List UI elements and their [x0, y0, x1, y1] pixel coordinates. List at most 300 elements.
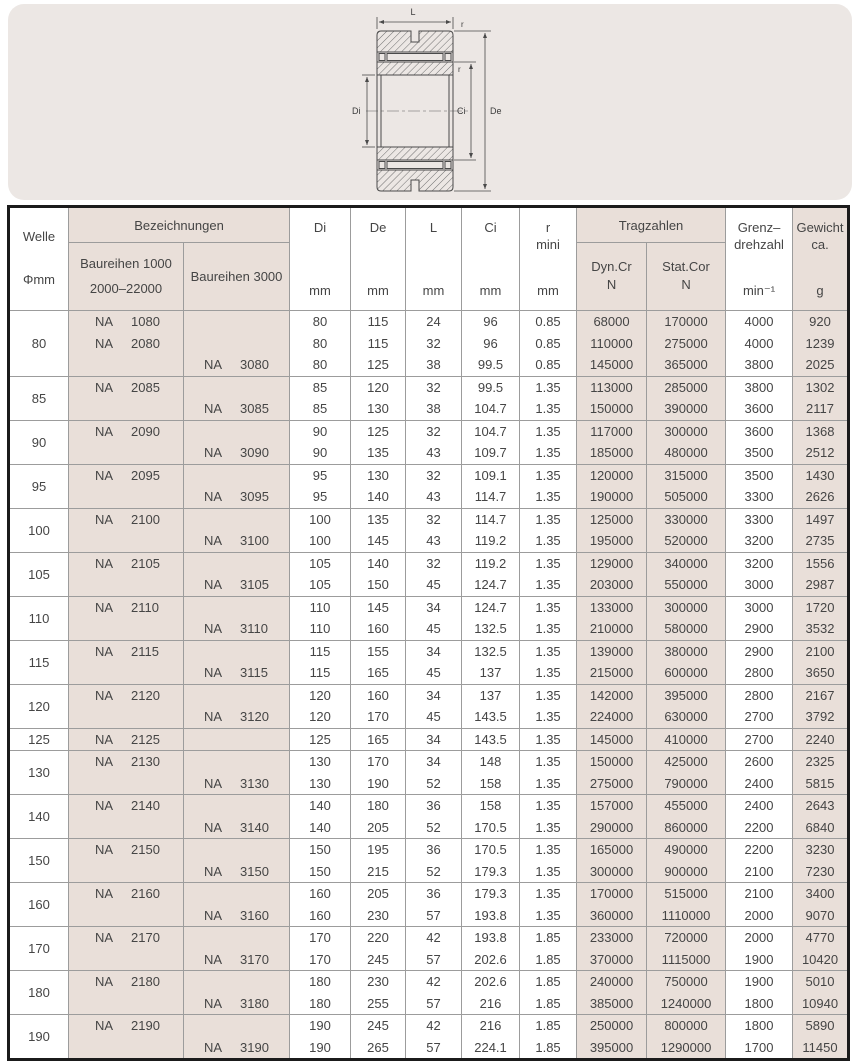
series-code: 2110 — [131, 599, 159, 615]
dyn-cr-cell: 210000 — [577, 618, 647, 640]
series-prefix: NA — [204, 401, 223, 417]
dim-label-l: L — [410, 7, 416, 17]
designation-3000-cell — [184, 971, 290, 993]
series-code: 3090 — [240, 445, 269, 461]
table-row — [9, 442, 849, 464]
designation-1000-cell — [69, 684, 184, 706]
designation-3000-cell — [184, 905, 290, 927]
series-code: 3085 — [240, 401, 269, 417]
header-baureihen-3000: Baureihen 3000 — [184, 243, 290, 311]
ci-cell: 170.5 — [462, 839, 520, 861]
dyn-cr-cell: 125000 — [577, 508, 647, 530]
designation-1000-cell — [69, 883, 184, 905]
ci-cell: 193.8 — [462, 927, 520, 949]
de-cell: 125 — [351, 354, 406, 376]
gewicht-cell: 920 — [793, 311, 849, 333]
designation-1000-cell — [69, 508, 184, 530]
header-stat-cor: Stat.Cor N — [647, 243, 726, 311]
r-mini-cell: 1.85 — [520, 1015, 577, 1037]
l-cell: 42 — [406, 1015, 462, 1037]
r-mini-cell: 1.35 — [520, 751, 577, 773]
welle-cell: 125 — [9, 728, 69, 751]
l-cell: 52 — [406, 817, 462, 839]
table-row — [9, 728, 849, 751]
stat-cor-cell: 170000 — [647, 311, 726, 333]
di-cell: 100 — [290, 508, 351, 530]
di-cell: 190 — [290, 1015, 351, 1037]
l-cell: 38 — [406, 398, 462, 420]
series-code: 2100 — [131, 511, 160, 527]
dyn-cr-cell: 129000 — [577, 552, 647, 574]
gewicht-cell: 2735 — [793, 530, 849, 552]
di-cell: 180 — [290, 971, 351, 993]
header-r-unit: mm — [537, 283, 559, 299]
designation-3000-cell — [184, 949, 290, 971]
gewicht-cell: 10940 — [793, 993, 849, 1015]
grenzdrehzahl-cell: 1900 — [726, 949, 793, 971]
de-cell: 190 — [351, 773, 406, 795]
designation-1000-cell — [69, 993, 184, 1015]
stat-cor-cell: 750000 — [647, 971, 726, 993]
header-tragzahlen: Tragzahlen — [577, 207, 726, 243]
dyn-cr-cell: 385000 — [577, 993, 647, 1015]
series-code: 3190 — [240, 1039, 269, 1055]
header-ci-unit: mm — [479, 283, 502, 299]
de-cell: 170 — [351, 751, 406, 773]
dyn-cr-cell: 395000 — [577, 1037, 647, 1060]
series-code: 2120 — [131, 687, 160, 703]
l-cell: 34 — [406, 640, 462, 662]
ci-cell: 114.7 — [462, 486, 520, 508]
gewicht-cell: 5010 — [793, 971, 849, 993]
designation-1000-cell — [69, 420, 184, 442]
series-prefix: NA — [204, 907, 223, 923]
dim-label-de: De — [490, 106, 502, 116]
de-cell: 135 — [351, 508, 406, 530]
welle-cell: 115 — [9, 640, 69, 684]
welle-cell: 100 — [9, 508, 69, 552]
r-mini-cell: 1.35 — [520, 817, 577, 839]
welle-cell: 80 — [9, 311, 69, 377]
dim-label-r-inner: r — [458, 65, 461, 74]
table-row — [9, 839, 849, 861]
series-prefix: NA — [204, 775, 223, 791]
series-prefix: NA — [204, 445, 223, 461]
designation-1000-cell — [69, 728, 184, 751]
di-cell: 160 — [290, 905, 351, 927]
stat-cor-cell: 860000 — [647, 817, 726, 839]
series-code: 2105 — [131, 555, 160, 571]
gewicht-cell: 5890 — [793, 1015, 849, 1037]
di-cell: 80 — [290, 354, 351, 376]
welle-cell: 85 — [9, 376, 69, 420]
l-cell: 38 — [406, 354, 462, 376]
designation-3000-cell — [184, 773, 290, 795]
table-row — [9, 618, 849, 640]
table-row — [9, 574, 849, 596]
series-code: 2190 — [131, 1018, 160, 1034]
series-prefix: NA — [204, 1039, 223, 1055]
l-cell: 45 — [406, 706, 462, 728]
series-code: 3080 — [240, 357, 269, 373]
l-cell: 32 — [406, 420, 462, 442]
de-cell: 165 — [351, 662, 406, 684]
r-mini-cell: 1.85 — [520, 927, 577, 949]
series-code: 1080 — [131, 314, 160, 330]
r-mini-cell: 1.85 — [520, 1037, 577, 1060]
ci-cell: 202.6 — [462, 971, 520, 993]
de-cell: 135 — [351, 442, 406, 464]
ci-cell: 109.1 — [462, 464, 520, 486]
dim-label-di: Di — [352, 106, 361, 116]
di-cell: 150 — [290, 839, 351, 861]
dim-label-r-top: r — [461, 20, 464, 29]
designation-3000-cell — [184, 574, 290, 596]
di-cell: 85 — [290, 398, 351, 420]
l-cell: 57 — [406, 993, 462, 1015]
ci-cell: 109.7 — [462, 442, 520, 464]
table-row — [9, 464, 849, 486]
stat-cor-cell: 300000 — [647, 596, 726, 618]
designation-1000-cell — [69, 486, 184, 508]
dyn-cr-cell: 110000 — [577, 333, 647, 355]
stat-cor-cell: 275000 — [647, 333, 726, 355]
l-cell: 34 — [406, 751, 462, 773]
header-welle-label: Welle — [22, 229, 56, 245]
de-cell: 145 — [351, 530, 406, 552]
grenzdrehzahl-cell: 1800 — [726, 993, 793, 1015]
de-cell: 125 — [351, 420, 406, 442]
designation-3000-cell — [184, 640, 290, 662]
r-mini-cell: 1.35 — [520, 442, 577, 464]
de-cell: 230 — [351, 971, 406, 993]
gewicht-cell: 1556 — [793, 552, 849, 574]
header-de-unit: mm — [367, 283, 389, 299]
series-prefix: NA — [204, 709, 223, 725]
table-row — [9, 817, 849, 839]
series-code: 2095 — [131, 467, 160, 483]
designation-3000-cell — [184, 530, 290, 552]
di-cell: 115 — [290, 662, 351, 684]
dyn-cr-cell: 195000 — [577, 530, 647, 552]
grenzdrehzahl-cell: 2200 — [726, 839, 793, 861]
ci-cell: 104.7 — [462, 398, 520, 420]
stat-cor-cell: 790000 — [647, 773, 726, 795]
de-cell: 255 — [351, 993, 406, 1015]
gewicht-cell: 2100 — [793, 640, 849, 662]
series-prefix: NA — [204, 489, 223, 505]
designation-1000-cell — [69, 1015, 184, 1037]
di-cell: 140 — [290, 817, 351, 839]
gewicht-cell: 3792 — [793, 706, 849, 728]
r-mini-cell: 1.35 — [520, 486, 577, 508]
series-code: 2090 — [131, 423, 160, 439]
de-cell: 115 — [351, 311, 406, 333]
dyn-cr-cell: 224000 — [577, 706, 647, 728]
designation-3000-cell — [184, 684, 290, 706]
l-cell: 43 — [406, 530, 462, 552]
designation-1000-cell — [69, 662, 184, 684]
designation-3000-cell — [184, 861, 290, 883]
series-prefix: NA — [204, 577, 223, 593]
table-row — [9, 596, 849, 618]
di-cell: 115 — [290, 640, 351, 662]
designation-3000-cell — [184, 618, 290, 640]
l-cell: 52 — [406, 773, 462, 795]
di-cell: 80 — [290, 311, 351, 333]
dyn-cr-cell: 185000 — [577, 442, 647, 464]
r-mini-cell: 1.35 — [520, 376, 577, 398]
table-row — [9, 1015, 849, 1037]
welle-cell: 90 — [9, 420, 69, 464]
r-mini-cell: 1.35 — [520, 596, 577, 618]
welle-cell: 180 — [9, 971, 69, 1015]
stat-cor-cell: 1290000 — [647, 1037, 726, 1060]
series-code: 2160 — [131, 886, 160, 902]
di-cell: 140 — [290, 795, 351, 817]
series-code: 3160 — [240, 907, 269, 923]
stat-cor-cell: 395000 — [647, 684, 726, 706]
grenzdrehzahl-cell: 3200 — [726, 530, 793, 552]
designation-1000-cell — [69, 773, 184, 795]
r-mini-cell: 1.35 — [520, 773, 577, 795]
designation-1000-cell — [69, 596, 184, 618]
series-prefix: NA — [95, 974, 114, 990]
header-baureihen-1000: Baureihen 1000 2000–22000 — [69, 243, 184, 311]
designation-3000-cell — [184, 839, 290, 861]
grenzdrehzahl-cell: 3800 — [726, 354, 793, 376]
series-prefix: NA — [95, 467, 114, 483]
grenzdrehzahl-cell: 2600 — [726, 751, 793, 773]
dyn-cr-cell: 250000 — [577, 1015, 647, 1037]
designation-1000-cell — [69, 927, 184, 949]
grenzdrehzahl-cell: 2900 — [726, 640, 793, 662]
series-prefix: NA — [95, 643, 114, 659]
de-cell: 160 — [351, 618, 406, 640]
table-row — [9, 311, 849, 333]
designation-1000-cell — [69, 354, 184, 376]
r-mini-cell: 1.35 — [520, 508, 577, 530]
de-cell: 165 — [351, 728, 406, 751]
de-cell: 155 — [351, 640, 406, 662]
header-welle — [9, 207, 69, 311]
l-cell: 32 — [406, 376, 462, 398]
ci-cell: 170.5 — [462, 817, 520, 839]
designation-3000-cell — [184, 552, 290, 574]
gewicht-cell: 11450 — [793, 1037, 849, 1060]
dyn-cr-cell: 165000 — [577, 839, 647, 861]
l-cell: 34 — [406, 596, 462, 618]
grenzdrehzahl-cell: 3500 — [726, 464, 793, 486]
ci-cell: 119.2 — [462, 530, 520, 552]
dyn-cr-cell: 142000 — [577, 684, 647, 706]
series-prefix: NA — [95, 798, 114, 814]
table-row — [9, 949, 849, 971]
table-row — [9, 662, 849, 684]
designation-3000-cell — [184, 354, 290, 376]
ci-cell: 99.5 — [462, 376, 520, 398]
gewicht-cell: 2117 — [793, 398, 849, 420]
series-prefix: NA — [95, 511, 114, 527]
de-cell: 170 — [351, 706, 406, 728]
gewicht-cell: 6840 — [793, 817, 849, 839]
de-cell: 120 — [351, 376, 406, 398]
stat-cor-cell: 800000 — [647, 1015, 726, 1037]
series-prefix: NA — [204, 951, 223, 967]
gewicht-cell: 10420 — [793, 949, 849, 971]
series-prefix: NA — [95, 335, 114, 351]
table-row — [9, 420, 849, 442]
table-row — [9, 684, 849, 706]
series-code: 3170 — [240, 951, 269, 967]
table-row — [9, 486, 849, 508]
r-mini-cell: 1.35 — [520, 728, 577, 751]
di-cell: 120 — [290, 706, 351, 728]
di-cell: 80 — [290, 333, 351, 355]
series-code: 2180 — [131, 974, 160, 990]
ci-cell: 104.7 — [462, 420, 520, 442]
designation-1000-cell — [69, 311, 184, 333]
series-code: 3180 — [240, 995, 269, 1011]
gewicht-cell: 1368 — [793, 420, 849, 442]
stat-cor-cell: 520000 — [647, 530, 726, 552]
stat-cor-cell: 505000 — [647, 486, 726, 508]
l-cell: 36 — [406, 839, 462, 861]
stat-cor-cell: 330000 — [647, 508, 726, 530]
de-cell: 245 — [351, 1015, 406, 1037]
dyn-cr-cell: 360000 — [577, 905, 647, 927]
r-mini-cell: 1.35 — [520, 684, 577, 706]
designation-1000-cell — [69, 442, 184, 464]
de-cell: 145 — [351, 596, 406, 618]
designation-1000-cell — [69, 376, 184, 398]
designation-3000-cell — [184, 751, 290, 773]
dyn-cr-cell: 203000 — [577, 574, 647, 596]
table-row — [9, 861, 849, 883]
table-row — [9, 795, 849, 817]
grenzdrehzahl-cell: 1800 — [726, 1015, 793, 1037]
dyn-cr-cell: 170000 — [577, 883, 647, 905]
di-cell: 90 — [290, 442, 351, 464]
stat-cor-cell: 340000 — [647, 552, 726, 574]
designation-3000-cell — [184, 376, 290, 398]
header-grenzdrehzahl: Grenz– drehzahl min⁻¹ — [726, 207, 793, 311]
r-mini-cell: 1.35 — [520, 795, 577, 817]
ci-cell: 124.7 — [462, 574, 520, 596]
grenzdrehzahl-cell: 3600 — [726, 398, 793, 420]
header-gewicht: Gewicht ca. g — [793, 207, 849, 311]
dyn-cr-cell: 145000 — [577, 354, 647, 376]
r-mini-cell: 1.35 — [520, 398, 577, 420]
l-cell: 32 — [406, 464, 462, 486]
series-prefix: NA — [95, 754, 114, 770]
dyn-cr-cell: 300000 — [577, 861, 647, 883]
header-welle-unit: Φmm — [22, 272, 56, 287]
di-cell: 120 — [290, 684, 351, 706]
grenzdrehzahl-cell: 2900 — [726, 618, 793, 640]
ci-cell: 96 — [462, 311, 520, 333]
table-row — [9, 927, 849, 949]
table-row — [9, 1037, 849, 1060]
l-cell: 36 — [406, 795, 462, 817]
grenzdrehzahl-cell: 2800 — [726, 684, 793, 706]
l-cell: 34 — [406, 684, 462, 706]
series-prefix: NA — [95, 423, 114, 439]
gewicht-cell: 2240 — [793, 728, 849, 751]
ci-cell: 224.1 — [462, 1037, 520, 1060]
stat-cor-cell: 410000 — [647, 728, 726, 751]
series-code: 2140 — [131, 798, 160, 814]
r-mini-cell: 1.35 — [520, 706, 577, 728]
grenzdrehzahl-cell: 3200 — [726, 552, 793, 574]
grenzdrehzahl-cell: 2000 — [726, 905, 793, 927]
series-code: 2125 — [131, 731, 160, 747]
ci-cell: 143.5 — [462, 728, 520, 751]
dyn-cr-cell: 275000 — [577, 773, 647, 795]
gewicht-cell: 1302 — [793, 376, 849, 398]
stat-cor-cell: 550000 — [647, 574, 726, 596]
welle-cell: 150 — [9, 839, 69, 883]
de-cell: 115 — [351, 333, 406, 355]
designation-3000-cell — [184, 795, 290, 817]
dyn-cr-cell: 68000 — [577, 311, 647, 333]
grenzdrehzahl-cell: 1900 — [726, 971, 793, 993]
series-code: 2170 — [131, 930, 160, 946]
designation-3000-cell — [184, 993, 290, 1015]
di-cell: 160 — [290, 883, 351, 905]
table-row — [9, 883, 849, 905]
ci-cell: 202.6 — [462, 949, 520, 971]
gewicht-cell: 2325 — [793, 751, 849, 773]
l-cell: 57 — [406, 949, 462, 971]
designation-3000-cell — [184, 706, 290, 728]
r-mini-cell: 0.85 — [520, 354, 577, 376]
l-cell: 45 — [406, 574, 462, 596]
stat-cor-cell: 1115000 — [647, 949, 726, 971]
grenzdrehzahl-cell: 3300 — [726, 486, 793, 508]
header-ci: Ci mm — [462, 207, 520, 311]
series-prefix: NA — [95, 687, 114, 703]
r-mini-cell: 1.35 — [520, 574, 577, 596]
designation-1000-cell — [69, 552, 184, 574]
l-cell: 32 — [406, 508, 462, 530]
r-mini-cell: 1.85 — [520, 949, 577, 971]
series-prefix: NA — [95, 731, 114, 747]
ci-cell: 158 — [462, 773, 520, 795]
de-cell: 230 — [351, 905, 406, 927]
designation-3000-cell — [184, 1037, 290, 1060]
grenzdrehzahl-cell: 2400 — [726, 795, 793, 817]
stat-cor-cell: 600000 — [647, 662, 726, 684]
designation-1000-cell — [69, 817, 184, 839]
di-cell: 170 — [290, 927, 351, 949]
dyn-cr-cell: 145000 — [577, 728, 647, 751]
table-row — [9, 971, 849, 993]
series-prefix: NA — [95, 886, 114, 902]
header-bezeichnungen: Bezeichnungen — [69, 207, 290, 243]
designation-3000-cell — [184, 398, 290, 420]
stat-cor-cell: 425000 — [647, 751, 726, 773]
series-code: 3110 — [240, 621, 268, 637]
designation-1000-cell — [69, 949, 184, 971]
series-code: 3150 — [240, 863, 269, 879]
designation-3000-cell — [184, 508, 290, 530]
header-dyn-cr: Dyn.Cr N — [577, 243, 647, 311]
dyn-cr-cell: 290000 — [577, 817, 647, 839]
series-code: 2130 — [131, 754, 160, 770]
welle-cell: 130 — [9, 751, 69, 795]
r-mini-cell: 0.85 — [520, 333, 577, 355]
